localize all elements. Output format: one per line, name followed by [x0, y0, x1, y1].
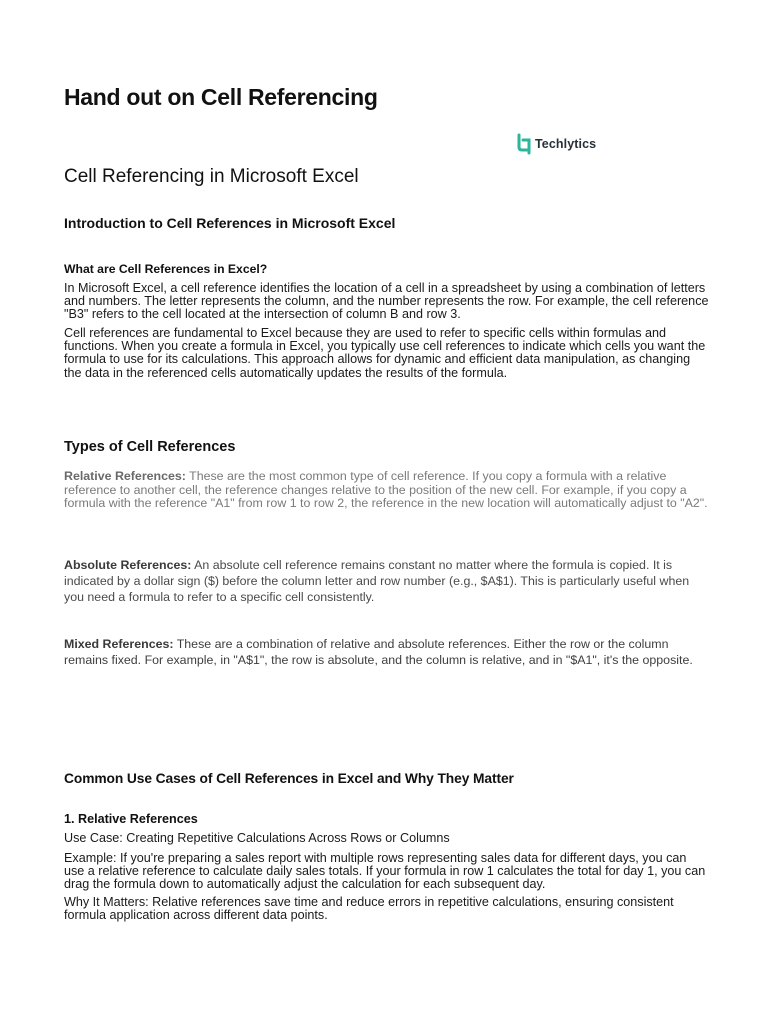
logo-text: Techlytics [535, 137, 597, 151]
mixed-reference-label: Mixed References: [64, 637, 174, 651]
intro-heading: Introduction to Cell References in Microsoft Excel [64, 215, 396, 231]
common-use-cases-heading: Common Use Cases of Cell References in Excel and Why They Matter [64, 771, 514, 786]
document-title: Hand out on Cell Referencing [64, 84, 378, 110]
absolute-reference-paragraph [64, 557, 710, 605]
absolute-reference-label: Absolute References: [64, 558, 192, 572]
what-paragraph-2: Cell references are fundamental to Excel because they are used to refer to specific cells within formulas and functions. When you create a formula in Excel, you typically use cell references to indicate which cells you want the formula to use for its calculations. This approach allows for dynamic and efficient data manipulation, as changing the data in the referenced cells automatically updates the results of the formula. [64, 326, 706, 380]
what-paragraph-1: In Microsoft Excel, a cell reference identifies the location of a cell in a spreadsheet by using a combination of letters and numbers. The letter represents the column, and the number represents the row. For example, the cell reference "B3" refers to the cell located at the intersection of column B and row 3. [64, 281, 709, 322]
relative-reference-text: These are the most common type of cell reference. If you copy a formula with a relative reference to another cell, the reference changes relative to the position of the new cell. For example, if you copy a formula with the reference "A1" from row 1 to row 2, the reference in the new location will automatically adjust to "A2". [64, 469, 708, 511]
techlytics-logo [516, 133, 596, 155]
types-heading: Types of Cell References [64, 439, 236, 455]
use-case-text: Use Case: Creating Repetitive Calculations Across Rows or Columns [64, 831, 450, 845]
what-heading: What are Cell References in Excel? [64, 262, 268, 276]
relative-reference-paragraph [64, 470, 710, 511]
section-title: Cell Referencing in Microsoft Excel [64, 166, 359, 187]
relative-references-heading: 1. Relative References [64, 812, 198, 826]
mixed-reference-paragraph [64, 636, 710, 668]
absolute-reference-text: An absolute cell reference remains constant no matter where the formula is copied. It is indicated by a dollar sign ($) before the column letter and row number (e.g., $A$1). This is particularly useful when you need a formula to refer to a specific cell consistently. [64, 558, 690, 604]
example-text: Example: If you're preparing a sales report with multiple rows representing sales data for different days, you can use a relative reference to calculate daily sales totals. If your formula in row 1 calculates the total for day 1, you can drag the formula down to automatically adjust the calculation for each subsequent day. [64, 851, 706, 892]
mixed-reference-text: These are a combination of relative and absolute references. Either the row or the column remains fixed. For example, in "A$1", the row is absolute, and the column is relative, and in "$A1", it's the opposite. [64, 637, 693, 667]
why-it-matters-text: Why It Matters: Relative references save time and reduce errors in repetitive calculations, ensuring consistent formula application across different data points. [64, 895, 674, 923]
relative-reference-label: Relative References: [64, 469, 186, 483]
techlytics-logo-icon [516, 133, 532, 155]
